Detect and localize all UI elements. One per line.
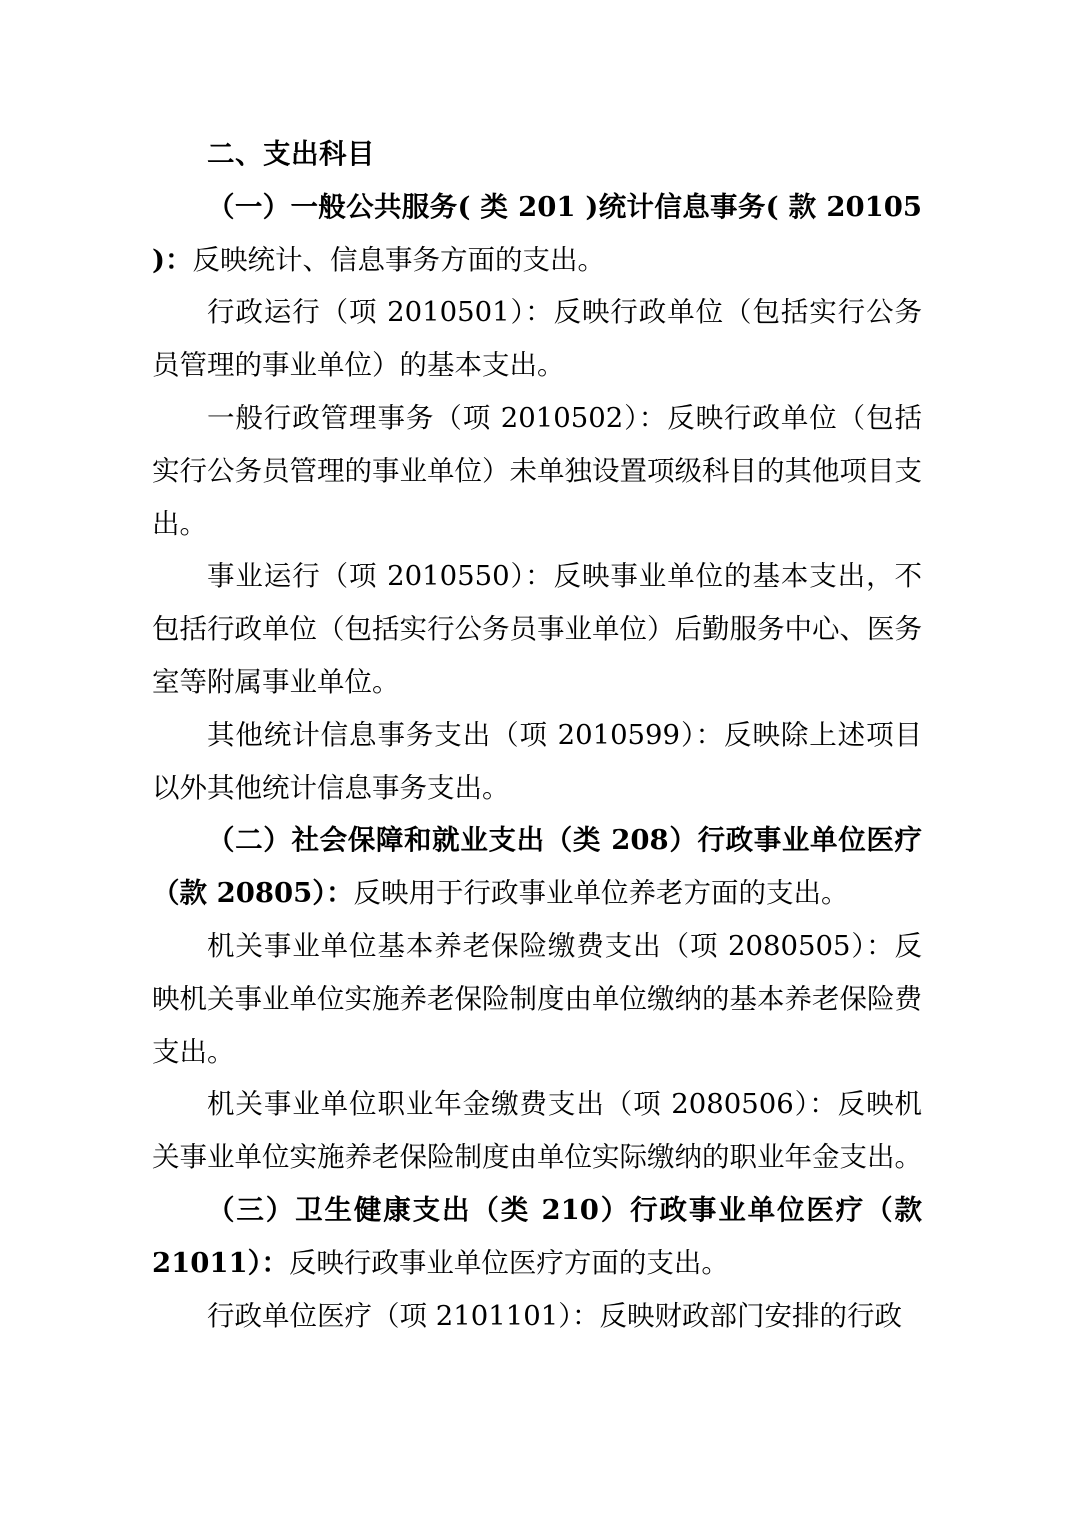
document-body — [152, 128, 922, 1342]
subsection-one-paragraph — [152, 181, 922, 287]
subsection-two-paragraph — [152, 814, 922, 920]
section-heading: 二、支出科目 — [207, 138, 375, 170]
subsection-two-text: 反映用于行政事业单位养老方面的支出。 — [353, 877, 849, 910]
subsection-three-heading: （三）卫生健康支出（类 210）行政事业单位医疗（款 21011）： — [152, 1193, 922, 1279]
subsection-three-paragraph — [152, 1184, 922, 1290]
subsection-one-heading: （一）一般公共服务( 类 201 )统计信息事务( 款 20105 )： — [152, 190, 922, 276]
paragraph-general-admin-affairs: 一般行政管理事务（项 2010502）：反映行政单位（包括实行公务员管理的事业单位）未单独设置项级科目的其他项目支出。 — [152, 401, 922, 540]
paragraph-other-statistics-expenditure: 其他统计信息事务支出（项 2010599）：反映除上述项目以外其他统计信息事务支出。 — [152, 718, 922, 804]
paragraph-basic-pension-contribution: 机关事业单位基本养老保险缴费支出（项 2080505）：反映机关事业单位实施养老保险制度由单位缴纳的基本养老保险费支出。 — [152, 929, 922, 1068]
subsection-one-text: 反映统计、信息事务方面的支出。 — [192, 243, 606, 276]
paragraph-administrative-unit-medical: 行政单位医疗（项 2101101）：反映财政部门安排的行政 — [207, 1299, 902, 1332]
subsection-two-heading: （二）社会保障和就业支出（类 208）行政事业单位医疗（款 20805）： — [152, 824, 922, 910]
subsection-three-text: 反映行政事业单位医疗方面的支出。 — [288, 1246, 729, 1279]
paragraph-institution-operation: 事业运行（项 2010550）：反映事业单位的基本支出，不包括行政单位（包括实行公务员事业单位）后勤服务中心、医务室等附属事业单位。 — [152, 560, 922, 698]
paragraph-occupational-annuity-contribution: 机关事业单位职业年金缴费支出（项 2080506）：反映机关事业单位实施养老保险制度由单位实际缴纳的职业年金支出。 — [152, 1088, 922, 1174]
paragraph-administrative-operation: 行政运行（项 2010501）：反映行政单位（包括实行公务员管理的事业单位）的基本支出。 — [152, 296, 922, 382]
